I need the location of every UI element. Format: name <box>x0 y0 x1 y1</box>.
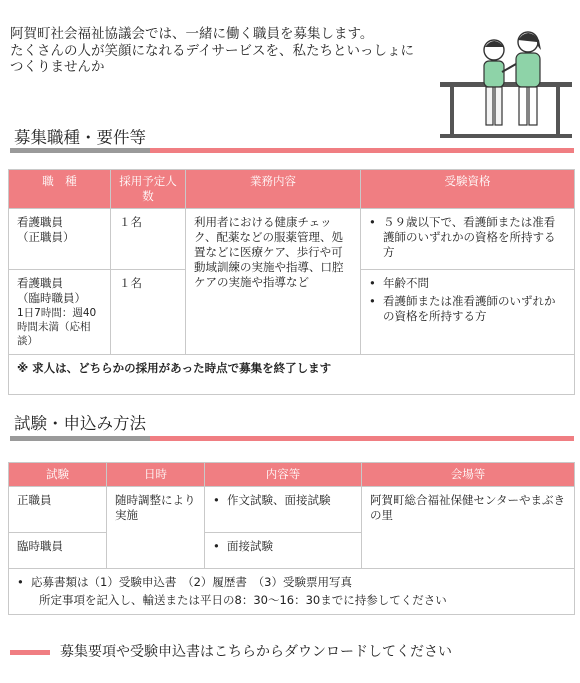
header-content: 内容等 <box>205 463 362 487</box>
section-title-exam: 試験・申込み方法 <box>14 414 146 433</box>
intro-line-3: つくりませんか <box>10 59 105 75</box>
header-duties: 業務内容 <box>186 170 361 209</box>
qualifications-cell: • 年齢不問 • 看護師または准看護師のいずれかの資格を所持する方 <box>361 270 575 355</box>
intro-text <box>10 26 450 76</box>
application-docs: • 応募書類は（1）受験申込書 （2）履歴書 （3）受験票用写真 所定事項を記入し、輸送または平日の8：30〜16：30までに持参してください <box>9 569 575 615</box>
content-cell: • 作文試験、面接試験 <box>205 487 362 533</box>
section-divider-gray <box>10 148 150 153</box>
qualifications-cell: • ５９歳以下で、看護師または准看護師のいずれかの資格を所持する方 <box>361 209 575 270</box>
exam-table <box>8 462 575 615</box>
job-type-cell: 看護職員 （正職員） <box>9 209 111 270</box>
header-planned-count: 採用予定人数 <box>111 170 186 209</box>
section-title-positions: 募集職種・要件等 <box>14 128 146 147</box>
table-row <box>9 209 575 270</box>
intro-line-2: たくさんの人が笑顔になれるデイサービスを、私たちといっしょに <box>10 42 415 59</box>
caregivers-illustration <box>436 22 576 142</box>
download-link[interactable]: 募集要項や受験申込書はこちらからダウンロードしてください <box>60 644 452 660</box>
duties-cell: 利用者における健康チェック、配薬などの服薬管理、処置などに医療ケア、歩行や可動域訓練の実施や指導、口腔ケアの実施や指導など <box>186 209 361 355</box>
section-divider-red <box>150 436 574 441</box>
count-cell: １名 <box>111 209 186 270</box>
datetime-cell: 随時調整により実施 <box>107 487 205 569</box>
download-accent-bar <box>10 650 50 655</box>
header-exam: 試験 <box>9 463 107 487</box>
positions-table <box>8 169 575 395</box>
header-job-type: 職 種 <box>9 170 111 209</box>
intro-line-1: 阿賀町社会福祉協議会では、一緒に働く職員を募集します。 <box>10 26 374 42</box>
exam-type-cell: 臨時職員 <box>9 533 107 569</box>
section-divider-gray <box>10 436 150 441</box>
count-cell: １名 <box>111 270 186 355</box>
table-row <box>9 487 575 533</box>
exam-type-cell: 正職員 <box>9 487 107 533</box>
job-type-cell: 看護職員 （臨時職員） 1日7時間：週40時間未満（応相談） <box>9 270 111 355</box>
venue-cell: 阿賀町総合福祉保健センターやまぶきの里 <box>362 487 575 569</box>
section-divider-red <box>150 148 574 153</box>
header-datetime: 日時 <box>107 463 205 487</box>
content-cell: • 面接試験 <box>205 533 362 569</box>
header-venue: 会場等 <box>362 463 575 487</box>
recruitment-note: ※ 求人は、どちらかの採用があった時点で募集を終了します <box>9 355 575 395</box>
header-qualifications: 受験資格 <box>361 170 575 209</box>
